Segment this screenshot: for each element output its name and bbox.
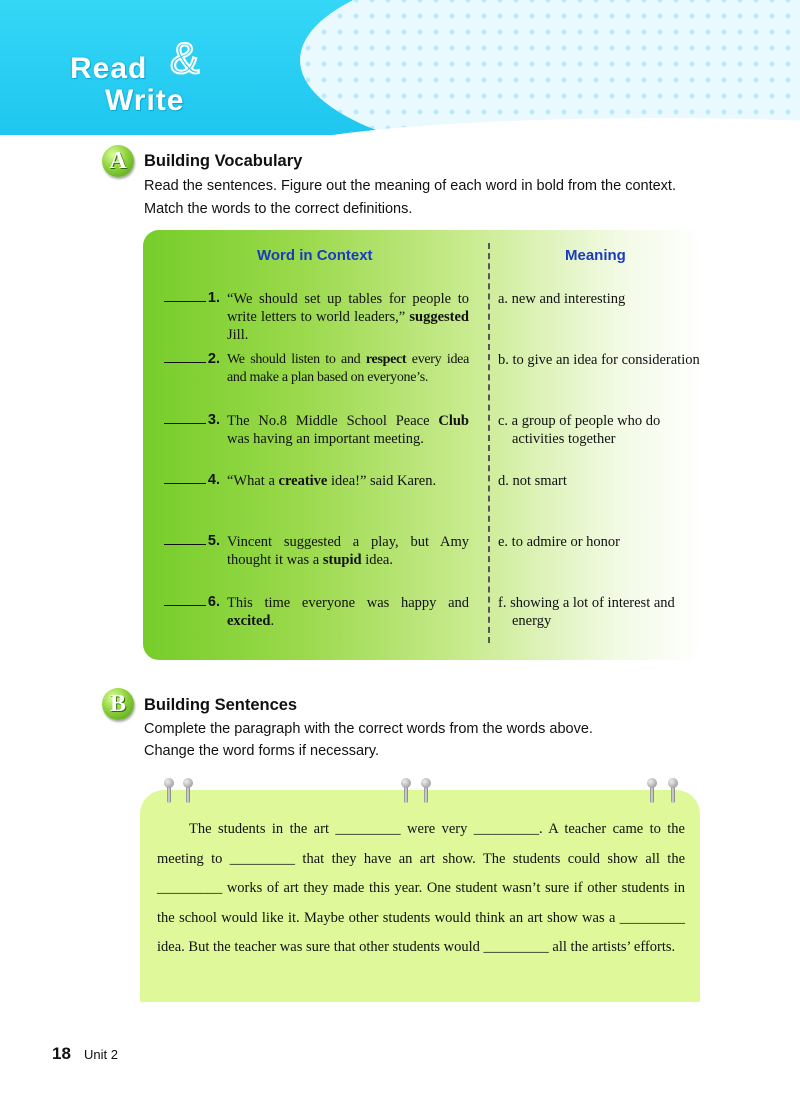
binder-ring-icon — [167, 783, 171, 803]
answer-blank-4[interactable]: 4. — [156, 472, 220, 488]
sentence-1: “We should set up tables for people to write letters to world leaders,” suggested Jill. — [227, 291, 469, 343]
bold-word-1: suggested — [409, 309, 469, 325]
bold-word-3: Club — [438, 413, 469, 429]
section-a-instructions-2: Match the words to the correct definitions. — [144, 201, 413, 217]
binder-ring-icon — [671, 783, 675, 803]
answer-blank-3[interactable]: 3. — [156, 412, 220, 428]
section-b-badge: B — [102, 688, 134, 720]
bold-word-2: respect — [365, 352, 407, 367]
title-ampersand: & — [170, 34, 200, 83]
binder-ring-icon — [186, 783, 190, 803]
section-a-title: Building Vocabulary — [144, 152, 303, 170]
bold-word-4: creative — [278, 473, 328, 489]
sentence-5: Vincent suggested a play, but Amy thought it was a stupid idea. — [227, 534, 469, 568]
section-b-instructions-1: Complete the paragraph with the correct words from the words above. — [144, 721, 593, 737]
answer-blank-2[interactable]: 2. — [156, 351, 220, 367]
meaning-e: e. to admire or honor — [498, 534, 621, 550]
bold-word-6: excited — [227, 613, 271, 629]
banner-white-curve — [260, 118, 800, 135]
title-write: Write — [105, 84, 185, 117]
section-a-badge: A — [102, 145, 134, 177]
sentence-2: We should listen to and respect every idea and make a plan based on everyone’s. — [227, 352, 469, 385]
sentence-6: This time everyone was happy and excited. — [227, 595, 469, 629]
meaning-b: b. to give an idea for consideration — [498, 352, 700, 368]
bold-word-5: stupid — [322, 552, 362, 568]
page-number: 18 — [52, 1044, 71, 1063]
answer-blank-1[interactable]: 1. — [156, 290, 220, 306]
column-header-word: Word in Context — [257, 247, 373, 264]
section-b-instructions-2: Change the word forms if necessary. — [144, 743, 380, 759]
title-read: Read — [70, 52, 148, 85]
answer-blank-5[interactable]: 5. — [156, 533, 220, 549]
column-divider — [488, 243, 490, 643]
banner-dotted-wave — [300, 0, 800, 135]
cloze-paragraph: The students in the art _________ were very _________. A teacher came to the meeting to _________ that they have an art show. The students could show all the _________ works of art they made this year. One student wasn’t sure if other students in the school would like it. Maybe other students would think an art show was a _________ idea. But the teacher was sure that other students would _________ all the artists’ efforts. — [157, 821, 685, 955]
binder-ring-icon — [424, 783, 428, 803]
binder-ring-icon — [650, 783, 654, 803]
meaning-f: f. showing a lot of interest and energy — [498, 595, 675, 629]
section-b-title: Building Sentences — [144, 696, 298, 714]
meaning-a: a. new and interesting — [498, 291, 626, 307]
unit-label: Unit 2 — [84, 1047, 118, 1062]
meaning-d: d. not smart — [498, 473, 567, 489]
answer-blank-6[interactable]: 6. — [156, 594, 220, 610]
sentence-4: “What a creative idea!” said Karen. — [227, 473, 437, 489]
meaning-c: c. a group of people who do activities together — [498, 413, 661, 447]
column-header-meaning: Meaning — [565, 247, 626, 264]
binder-ring-icon — [404, 783, 408, 803]
section-a-instructions-1: Read the sentences. Figure out the meaning of each word in bold from the context. — [144, 178, 676, 194]
sentence-3: The No.8 Middle School Peace Club was having an important meeting. — [227, 413, 469, 447]
